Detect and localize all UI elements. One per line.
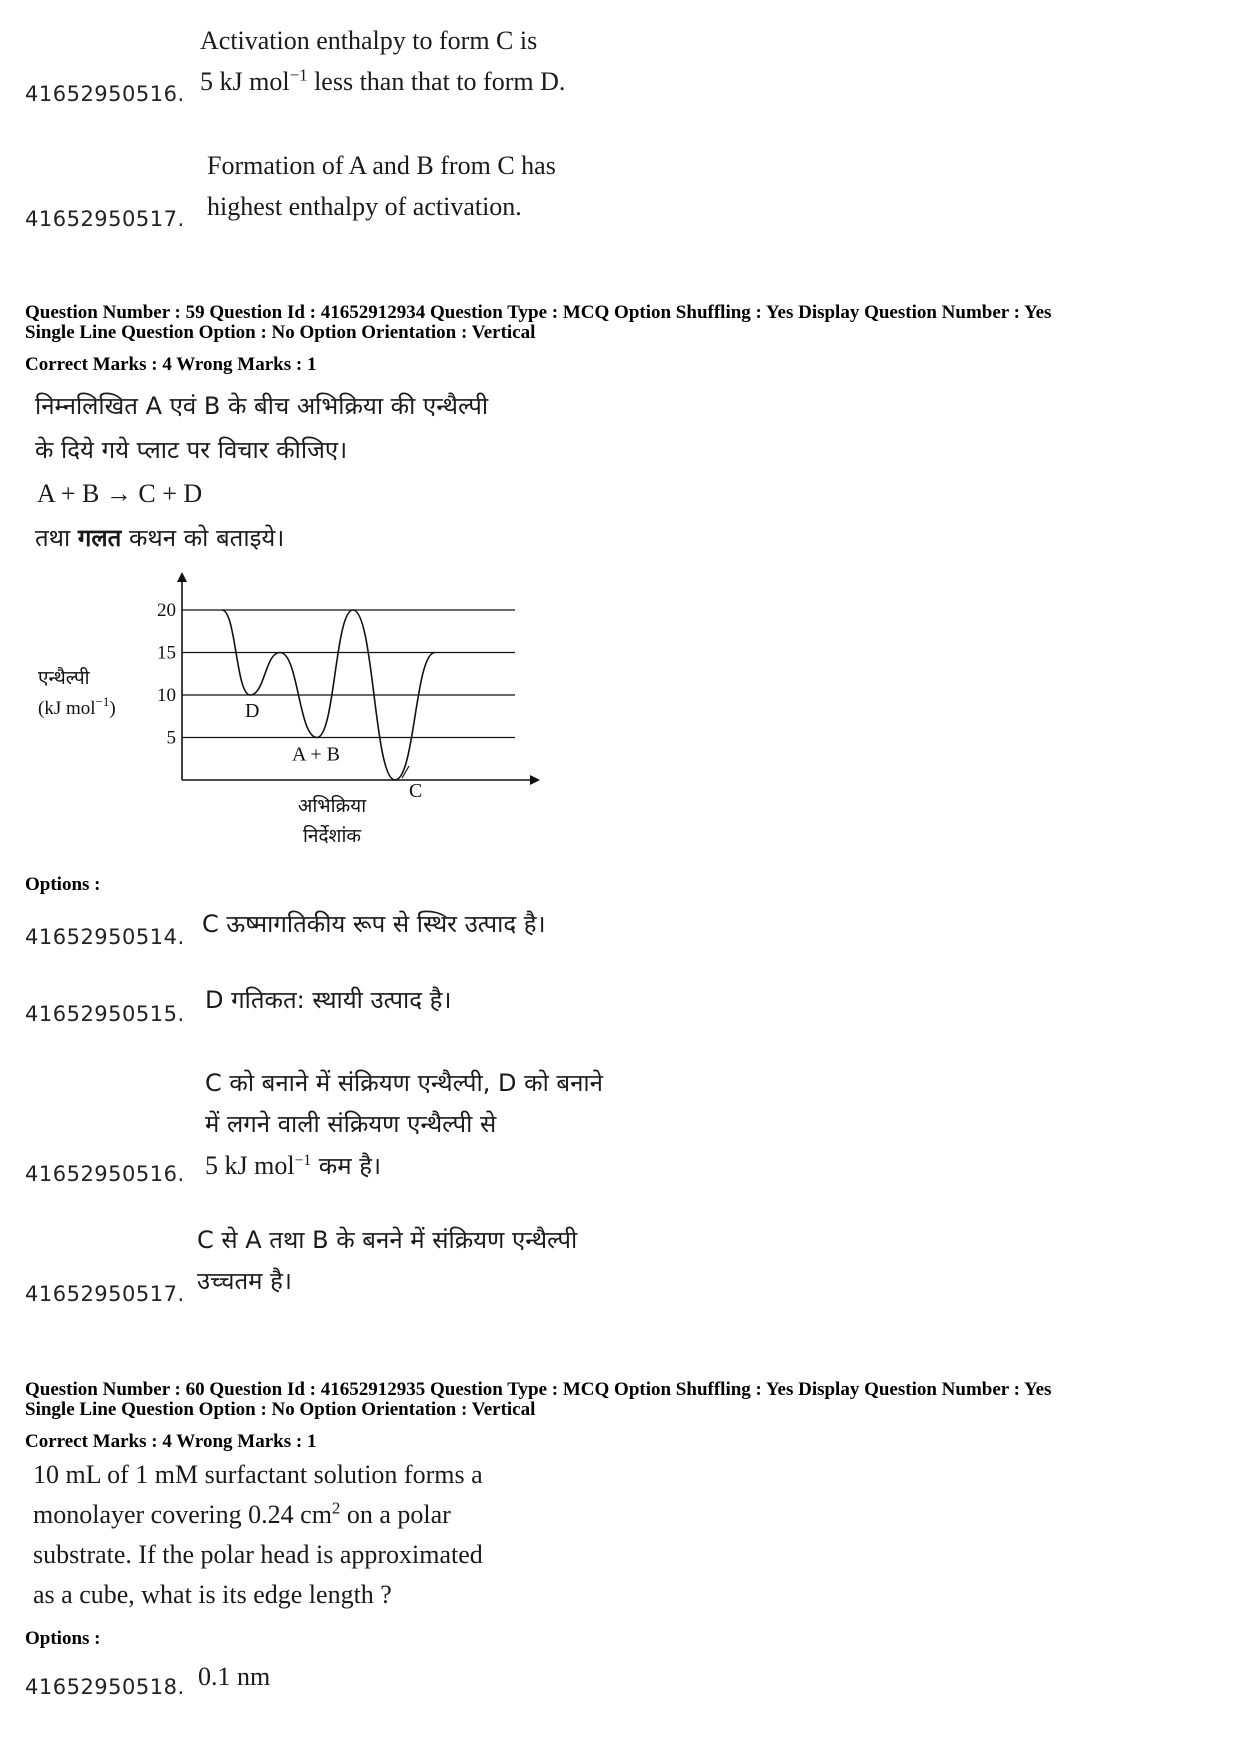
text-part: on a polar bbox=[340, 1500, 451, 1529]
question-line bbox=[35, 516, 284, 560]
question-line: निम्नलिखित A एवं B के बीच अभिक्रिया की एन्थैल्पी bbox=[35, 392, 489, 420]
option-line-part: 5 kJ mol bbox=[200, 67, 290, 96]
y-unit-part: (kJ mol bbox=[38, 698, 96, 719]
y-unit-end: ) bbox=[109, 698, 116, 719]
option-line-part: less than that to form D. bbox=[307, 67, 566, 96]
option-text bbox=[205, 1063, 603, 1187]
point-label: D bbox=[245, 700, 260, 722]
equation: A + B → C + D bbox=[37, 479, 203, 508]
question-line: के दिये गये प्लाट पर विचार कीजिए। bbox=[35, 436, 348, 464]
option-line: highest enthalpy of activation. bbox=[207, 192, 522, 221]
tick-labels bbox=[157, 600, 176, 749]
text-part: कथन को बताइये। bbox=[121, 524, 285, 552]
y-unit-sup: −1 bbox=[95, 694, 110, 709]
option-id: 41652950514. bbox=[25, 925, 185, 949]
question-line: 10 mL of 1 mM surfactant solution forms a bbox=[33, 1460, 483, 1489]
y-tick-label: 10 bbox=[157, 685, 176, 706]
option-line bbox=[205, 1145, 603, 1187]
y-axis-unit bbox=[38, 694, 116, 719]
option-text bbox=[207, 145, 556, 227]
option-text: D गतिकत: स्थायी उत्पाद है। bbox=[205, 986, 452, 1014]
marks-line: Correct Marks : 4 Wrong Marks : 1 bbox=[25, 1431, 317, 1452]
question-text bbox=[35, 384, 488, 472]
x-axis-arrow bbox=[530, 775, 540, 785]
marks-line: Correct Marks : 4 Wrong Marks : 1 bbox=[25, 354, 317, 375]
option-text bbox=[200, 20, 565, 102]
enthalpy-diagram bbox=[30, 568, 550, 858]
meta-line: Question Number : 60 Question Id : 41652912935 Question Type : MCQ Option Shuffling : Yes Display Question Number : Yes bbox=[25, 1379, 1052, 1400]
meta-line: Question Number : 59 Question Id : 41652912934 Question Type : MCQ Option Shuffling : Yes Display Question Number : Yes bbox=[25, 302, 1052, 323]
option-line-part: कम है। bbox=[311, 1152, 382, 1180]
option-line: में लगने वाली संक्रियण एन्थैल्पी से bbox=[205, 1110, 497, 1138]
text-part: तथा bbox=[35, 524, 78, 552]
option-id: 41652950517. bbox=[25, 1282, 185, 1306]
option-line bbox=[200, 61, 565, 102]
option-line: उच्चतम है। bbox=[197, 1267, 292, 1295]
option-text: 0.1 nm bbox=[198, 1662, 271, 1691]
superscript: 2 bbox=[331, 1498, 341, 1518]
option-id: 41652950516. bbox=[25, 1162, 185, 1186]
point-labels bbox=[245, 700, 422, 802]
superscript: −1 bbox=[289, 65, 308, 85]
x-axis-label: अभिक्रिया bbox=[297, 796, 367, 817]
question-text bbox=[33, 1455, 483, 1615]
option-line-part: 5 kJ mol bbox=[205, 1151, 295, 1180]
y-tick-label: 20 bbox=[157, 600, 176, 621]
point-label: A + B bbox=[292, 743, 340, 766]
question-line: substrate. If the polar head is approximated bbox=[33, 1540, 483, 1569]
y-axis-label: एन्थैल्पी bbox=[38, 668, 90, 689]
option-id: 41652950515. bbox=[25, 1002, 185, 1026]
x-axis-label-line2: निर्देशांक bbox=[303, 826, 361, 847]
question-line: as a cube, what is its edge length ? bbox=[33, 1580, 392, 1609]
option-text bbox=[197, 1220, 577, 1302]
option-line: Formation of A and B from C has bbox=[207, 151, 556, 180]
option-line: C को बनाने में संक्रियण एन्थैल्पी, D को बनाने bbox=[205, 1069, 603, 1097]
option-text: C ऊष्मागतिकीय रूप से स्थिर उत्पाद है। bbox=[202, 910, 546, 938]
superscript: −1 bbox=[294, 1152, 312, 1169]
options-label: Options : bbox=[25, 874, 101, 895]
question-meta bbox=[25, 303, 1051, 343]
question-meta bbox=[25, 1380, 1051, 1420]
option-id: 41652950516. bbox=[25, 82, 185, 106]
point-label: C bbox=[409, 780, 423, 802]
y-tick-label: 5 bbox=[166, 727, 176, 749]
y-tick-label: 15 bbox=[157, 642, 176, 664]
meta-line: Single Line Question Option : No Option Orientation : Vertical bbox=[25, 322, 536, 343]
meta-line: Single Line Question Option : No Option Orientation : Vertical bbox=[25, 1399, 536, 1420]
options-label: Options : bbox=[25, 1628, 101, 1649]
option-id: 41652950517. bbox=[25, 207, 185, 231]
text-part: monolayer covering 0.24 cm bbox=[33, 1500, 332, 1529]
question-line bbox=[33, 1495, 483, 1535]
option-id: 41652950518. bbox=[25, 1675, 185, 1699]
option-line: C से A तथा B के बनने में संक्रियण एन्थैल्पी bbox=[197, 1226, 578, 1254]
option-line: Activation enthalpy to form C is bbox=[200, 26, 538, 55]
y-axis-arrow bbox=[177, 572, 187, 582]
emphasis-text: गलत bbox=[77, 524, 122, 552]
